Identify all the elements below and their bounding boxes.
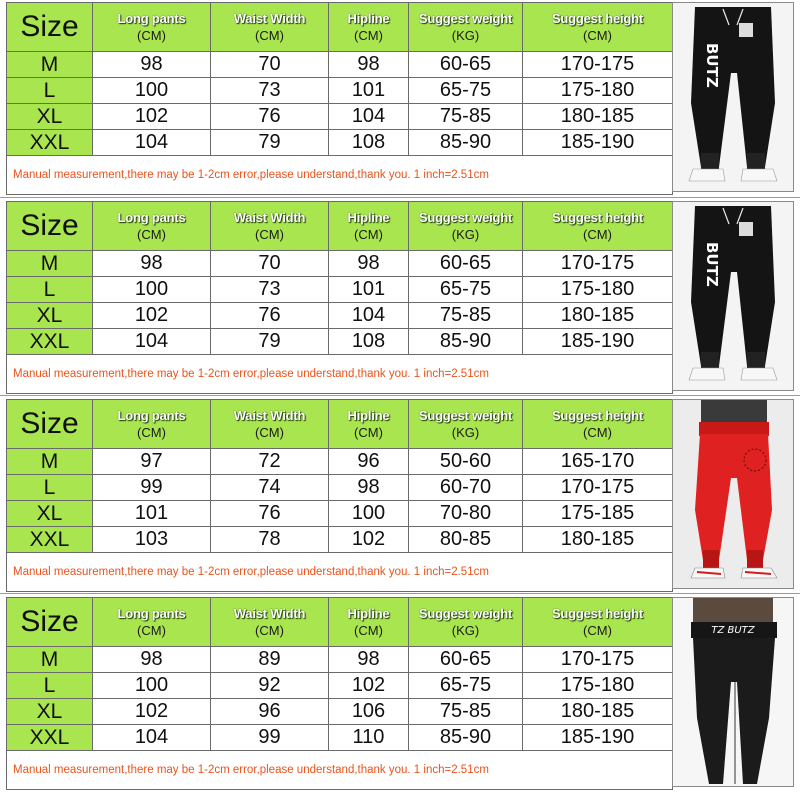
measurement-cell: 79 <box>211 329 329 355</box>
size-header: Size <box>7 3 93 52</box>
size-label: M <box>7 449 93 475</box>
measurement-cell: 70 <box>211 52 329 78</box>
table-row <box>7 329 673 355</box>
table-row <box>7 699 673 725</box>
red-jogger-pants-photo <box>672 399 794 589</box>
measurement-cell: 101 <box>329 78 409 104</box>
measurement-cell: 180-185 <box>523 699 673 725</box>
column-header-unit: (CM) <box>137 425 166 440</box>
column-header-label: Hipline <box>347 408 390 423</box>
measurement-cell: 96 <box>211 699 329 725</box>
measurement-cell: 101 <box>329 277 409 303</box>
table-row <box>7 501 673 527</box>
measurement-cell: 60-65 <box>409 647 523 673</box>
column-header-unit: (CM) <box>354 28 383 43</box>
column-header-unit: (CM) <box>354 623 383 638</box>
measurement-cell: 98 <box>329 251 409 277</box>
table-row <box>7 78 673 104</box>
measurement-cell: 170-175 <box>523 647 673 673</box>
measurement-cell: 98 <box>329 647 409 673</box>
measurement-cell: 101 <box>93 501 211 527</box>
size-label: XXL <box>7 527 93 553</box>
section-divider <box>0 593 800 594</box>
size-label: M <box>7 647 93 673</box>
measurement-cell: 102 <box>93 699 211 725</box>
column-header-unit: (CM) <box>354 227 383 242</box>
measurement-cell: 100 <box>93 277 211 303</box>
measurement-cell: 175-180 <box>523 277 673 303</box>
measurement-cell: 72 <box>211 449 329 475</box>
measurement-cell: 100 <box>329 501 409 527</box>
note-row <box>7 553 673 592</box>
measurement-cell: 98 <box>93 251 211 277</box>
size-header: Size <box>7 202 93 251</box>
column-header-label: Suggest weight <box>418 408 513 423</box>
measurement-cell: 97 <box>93 449 211 475</box>
size-label: XL <box>7 303 93 329</box>
measurement-cell: 75-85 <box>409 303 523 329</box>
column-header-label: Suggest weight <box>418 606 513 621</box>
column-header <box>523 3 673 52</box>
black-jogger-pants-photo <box>672 2 794 192</box>
measurement-cell: 106 <box>329 699 409 725</box>
measurement-note: Manual measurement,there may be 1-2cm error,please understand,thank you. 1 inch=2.51cm <box>7 751 673 790</box>
measurement-cell: 85-90 <box>409 725 523 751</box>
column-header <box>211 202 329 251</box>
table-row <box>7 52 673 78</box>
table-row <box>7 527 673 553</box>
column-header-label: Long pants <box>117 210 186 225</box>
column-header-unit: (CM) <box>583 425 612 440</box>
column-header-label: Long pants <box>117 408 186 423</box>
section-divider <box>0 197 800 198</box>
measurement-cell: 76 <box>211 104 329 130</box>
table-row <box>7 449 673 475</box>
measurement-cell: 76 <box>211 501 329 527</box>
measurement-cell: 89 <box>211 647 329 673</box>
size-label: L <box>7 475 93 501</box>
svg-text:TZ BUTZ: TZ BUTZ <box>711 625 755 636</box>
table-row <box>7 104 673 130</box>
column-header-label: Suggest weight <box>418 210 513 225</box>
measurement-cell: 110 <box>329 725 409 751</box>
table-row <box>7 673 673 699</box>
measurement-cell: 75-85 <box>409 699 523 725</box>
measurement-cell: 180-185 <box>523 527 673 553</box>
measurement-cell: 102 <box>329 673 409 699</box>
column-header <box>523 598 673 647</box>
column-header <box>93 3 211 52</box>
column-header-unit: (KG) <box>451 227 480 242</box>
measurement-note: Manual measurement,there may be 1-2cm error,please understand,thank you. 1 inch=2.51cm <box>7 355 673 394</box>
measurement-cell: 104 <box>329 104 409 130</box>
header-row <box>7 3 673 52</box>
size-table <box>6 597 673 790</box>
measurement-cell: 99 <box>211 725 329 751</box>
measurement-cell: 104 <box>93 725 211 751</box>
header-row <box>7 202 673 251</box>
column-header-label: Long pants <box>117 606 186 621</box>
column-header <box>93 598 211 647</box>
measurement-cell: 102 <box>93 104 211 130</box>
measurement-cell: 100 <box>93 673 211 699</box>
measurement-cell: 85-90 <box>409 130 523 156</box>
table-row <box>7 130 673 156</box>
measurement-cell: 99 <box>93 475 211 501</box>
measurement-cell: 102 <box>93 303 211 329</box>
column-header-unit: (CM) <box>255 425 284 440</box>
measurement-cell: 98 <box>93 647 211 673</box>
measurement-cell: 98 <box>329 475 409 501</box>
column-header <box>329 3 409 52</box>
measurement-cell: 170-175 <box>523 475 673 501</box>
size-label: XL <box>7 501 93 527</box>
size-header: Size <box>7 400 93 449</box>
measurement-cell: 60-65 <box>409 52 523 78</box>
measurement-cell: 65-75 <box>409 277 523 303</box>
measurement-cell: 74 <box>211 475 329 501</box>
column-header-label: Hipline <box>347 11 390 26</box>
measurement-cell: 79 <box>211 130 329 156</box>
section-divider <box>0 395 800 396</box>
column-header-label: Waist Width <box>233 408 306 423</box>
column-header-label: Waist Width <box>233 11 306 26</box>
column-header-label: Suggest height <box>551 11 644 26</box>
note-row <box>7 156 673 195</box>
measurement-cell: 60-65 <box>409 251 523 277</box>
table-row <box>7 303 673 329</box>
measurement-cell: 170-175 <box>523 251 673 277</box>
column-header-label: Waist Width <box>233 210 306 225</box>
measurement-cell: 102 <box>329 527 409 553</box>
measurement-cell: 170-175 <box>523 52 673 78</box>
table-row <box>7 475 673 501</box>
measurement-cell: 60-70 <box>409 475 523 501</box>
column-header-unit: (CM) <box>354 425 383 440</box>
column-header-unit: (CM) <box>583 227 612 242</box>
column-header-unit: (CM) <box>583 623 612 638</box>
column-header-label: Suggest height <box>551 408 644 423</box>
column-header-unit: (KG) <box>451 425 480 440</box>
measurement-cell: 80-85 <box>409 527 523 553</box>
measurement-cell: 100 <box>93 78 211 104</box>
measurement-cell: 70 <box>211 251 329 277</box>
size-label: M <box>7 251 93 277</box>
column-header-label: Hipline <box>347 606 390 621</box>
measurement-cell: 65-75 <box>409 78 523 104</box>
column-header-unit: (CM) <box>137 28 166 43</box>
measurement-note: Manual measurement,there may be 1-2cm error,please understand,thank you. 1 inch=2.51cm <box>7 156 673 195</box>
measurement-cell: 104 <box>93 130 211 156</box>
measurement-cell: 180-185 <box>523 303 673 329</box>
measurement-cell: 175-180 <box>523 673 673 699</box>
svg-text:BUTZ: BUTZ <box>703 242 721 287</box>
column-header <box>93 400 211 449</box>
size-label: XXL <box>7 130 93 156</box>
column-header <box>329 400 409 449</box>
measurement-cell: 70-80 <box>409 501 523 527</box>
measurement-cell: 75-85 <box>409 104 523 130</box>
size-label: L <box>7 673 93 699</box>
table-row <box>7 725 673 751</box>
measurement-cell: 78 <box>211 527 329 553</box>
table-row <box>7 277 673 303</box>
size-table <box>6 399 673 592</box>
column-header-unit: (KG) <box>451 28 480 43</box>
measurement-note: Manual measurement,there may be 1-2cm error,please understand,thank you. 1 inch=2.51cm <box>7 553 673 592</box>
size-header: Size <box>7 598 93 647</box>
black-skinny-pants-photo <box>672 597 794 787</box>
column-header-label: Suggest height <box>551 606 644 621</box>
column-header <box>409 598 523 647</box>
column-header <box>523 400 673 449</box>
measurement-cell: 165-170 <box>523 449 673 475</box>
measurement-cell: 92 <box>211 673 329 699</box>
measurement-cell: 96 <box>329 449 409 475</box>
measurement-cell: 104 <box>329 303 409 329</box>
size-label: M <box>7 52 93 78</box>
measurement-cell: 180-185 <box>523 104 673 130</box>
column-header-unit: (CM) <box>137 227 166 242</box>
measurement-cell: 175-180 <box>523 78 673 104</box>
measurement-cell: 185-190 <box>523 329 673 355</box>
size-label: L <box>7 277 93 303</box>
measurement-cell: 175-185 <box>523 501 673 527</box>
column-header-unit: (CM) <box>137 623 166 638</box>
measurement-cell: 103 <box>93 527 211 553</box>
table-row <box>7 647 673 673</box>
header-row <box>7 598 673 647</box>
size-label: L <box>7 78 93 104</box>
measurement-cell: 98 <box>329 52 409 78</box>
measurement-cell: 104 <box>93 329 211 355</box>
header-row <box>7 400 673 449</box>
column-header <box>211 400 329 449</box>
note-row <box>7 355 673 394</box>
measurement-cell: 185-190 <box>523 130 673 156</box>
column-header-label: Waist Width <box>233 606 306 621</box>
measurement-cell: 85-90 <box>409 329 523 355</box>
column-header <box>409 400 523 449</box>
size-label: XL <box>7 104 93 130</box>
column-header <box>93 202 211 251</box>
column-header-unit: (CM) <box>583 28 612 43</box>
column-header <box>409 202 523 251</box>
column-header-label: Long pants <box>117 11 186 26</box>
measurement-cell: 108 <box>329 329 409 355</box>
size-label: XXL <box>7 329 93 355</box>
measurement-cell: 108 <box>329 130 409 156</box>
measurement-cell: 65-75 <box>409 673 523 699</box>
note-row <box>7 751 673 790</box>
measurement-cell: 73 <box>211 277 329 303</box>
size-label: XL <box>7 699 93 725</box>
column-header <box>211 3 329 52</box>
column-header-unit: (CM) <box>255 227 284 242</box>
column-header-label: Suggest height <box>551 210 644 225</box>
measurement-cell: 73 <box>211 78 329 104</box>
column-header <box>409 3 523 52</box>
size-table <box>6 2 673 195</box>
column-header-label: Hipline <box>347 210 390 225</box>
svg-text:BUTZ: BUTZ <box>703 43 721 88</box>
size-table <box>6 201 673 394</box>
column-header <box>523 202 673 251</box>
size-label: XXL <box>7 725 93 751</box>
table-row <box>7 251 673 277</box>
measurement-cell: 98 <box>93 52 211 78</box>
column-header <box>329 202 409 251</box>
measurement-cell: 185-190 <box>523 725 673 751</box>
column-header-label: Suggest weight <box>418 11 513 26</box>
measurement-cell: 50-60 <box>409 449 523 475</box>
black-jogger-pants-photo <box>672 201 794 391</box>
column-header-unit: (CM) <box>255 623 284 638</box>
column-header <box>211 598 329 647</box>
column-header-unit: (KG) <box>451 623 480 638</box>
measurement-cell: 76 <box>211 303 329 329</box>
column-header-unit: (CM) <box>255 28 284 43</box>
column-header <box>329 598 409 647</box>
